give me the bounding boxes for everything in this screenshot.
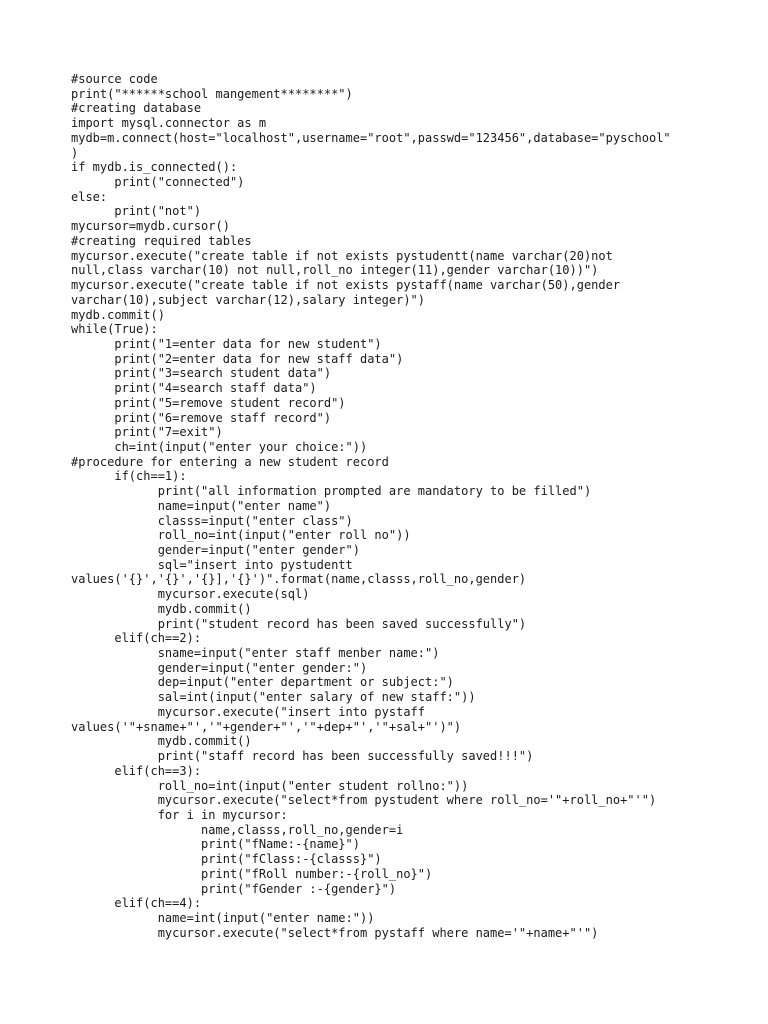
code-line: mydb.commit()	[71, 734, 252, 749]
code-line: print("fGender :-{gender}")	[71, 881, 397, 896]
code-line: ch=int(input("enter your choice:"))	[71, 439, 368, 454]
code-line: roll_no=int(input("enter roll no"))	[71, 528, 411, 543]
code-line: print("7=exit")	[71, 425, 223, 440]
code-line: print("4=search staff data")	[71, 381, 317, 396]
code-line: while(True):	[71, 322, 158, 337]
code-line: else:	[71, 189, 108, 204]
code-line: mycursor.execute("select*from pystaff where name='"+name+"'")	[71, 925, 599, 940]
code-line: mydb.commit()	[71, 601, 252, 616]
code-line: )	[71, 145, 79, 160]
code-line: dep=input("enter department or subject:")	[71, 675, 454, 690]
code-line: null,class varchar(10) not null,roll_no integer(11),gender varchar(10))")	[71, 263, 599, 278]
code-line: if(ch==1):	[71, 469, 187, 484]
code-line: if mydb.is_connected():	[71, 160, 238, 175]
source-code-block	[71, 72, 761, 940]
code-line: print("fClass:-{classs}")	[71, 852, 382, 867]
code-line: #procedure for entering a new student record	[71, 454, 389, 469]
code-line: gender=input("enter gender:")	[71, 660, 368, 675]
code-line: print("connected")	[71, 175, 245, 190]
code-line: sal=int(input("enter salary of new staff:"))	[71, 690, 476, 705]
code-line: mydb=m.connect(host="localhost",username="root",passwd="123456",database="pyschool"	[71, 130, 671, 145]
code-line: sname=input("enter staff menber name:")	[71, 646, 440, 661]
code-line: roll_no=int(input("enter student rollno:"))	[71, 778, 469, 793]
code-line: print("1=enter data for new student")	[71, 336, 382, 351]
code-line: mycursor.execute("create table if not exists pystudentt(name varchar(20)not	[71, 248, 613, 263]
code-line: mycursor.execute(sql)	[71, 587, 310, 602]
code-line: print("student record has been saved successfully")	[71, 616, 527, 631]
code-line: name,classs,roll_no,gender=i	[71, 822, 404, 837]
code-line: mycursor=mydb.cursor()	[71, 219, 230, 234]
code-line: classs=input("enter class")	[71, 513, 353, 528]
code-line: #creating required tables	[71, 233, 252, 248]
code-line: print("6=remove staff record")	[71, 410, 332, 425]
code-line: name=int(input("enter name:"))	[71, 910, 375, 925]
code-line: print("******school mangement********")	[71, 86, 353, 101]
code-line: print("5=remove student record")	[71, 395, 346, 410]
code-line: values('{}','{}','{}],'{}')".format(name,classs,roll_no,gender)	[71, 572, 527, 587]
code-line: #source code	[71, 72, 158, 86]
code-line: mydb.commit()	[71, 307, 165, 322]
code-line: mycursor.execute("select*from pystudent where roll_no='"+roll_no+"'")	[71, 793, 657, 808]
code-line: import mysql.connector as m	[71, 116, 267, 131]
code-line: print("fName:-{name}")	[71, 837, 360, 852]
code-line: name=input("enter name")	[71, 498, 332, 513]
code-line: mycursor.execute("create table if not exists pystaff(name varchar(50),gender	[71, 278, 621, 293]
code-line: print("2=enter data for new staff data")	[71, 351, 404, 366]
code-line: print("3=search student data")	[71, 366, 332, 381]
code-line: print("not")	[71, 204, 202, 219]
code-line: varchar(10),subject varchar(12),salary integer)")	[71, 292, 426, 307]
code-line: elif(ch==2):	[71, 631, 202, 646]
code-line: print("all information prompted are mandatory to be filled")	[71, 484, 592, 499]
code-line: elif(ch==3):	[71, 763, 202, 778]
code-line: sql="insert into pystudentt	[71, 557, 353, 572]
code-line: values('"+sname+"','"+gender+"','"+dep+"','"+sal+"')")	[71, 719, 462, 734]
code-line: elif(ch==4):	[71, 896, 202, 911]
code-line: for i in mycursor:	[71, 807, 288, 822]
code-line: mycursor.execute("insert into pystaff	[71, 704, 426, 719]
code-line: print("fRoll number:-{roll_no}")	[71, 866, 433, 881]
code-line: gender=input("enter gender")	[71, 543, 360, 557]
code-line: print("staff record has been successfully saved!!!")	[71, 749, 534, 764]
code-line: #creating database	[71, 101, 202, 116]
